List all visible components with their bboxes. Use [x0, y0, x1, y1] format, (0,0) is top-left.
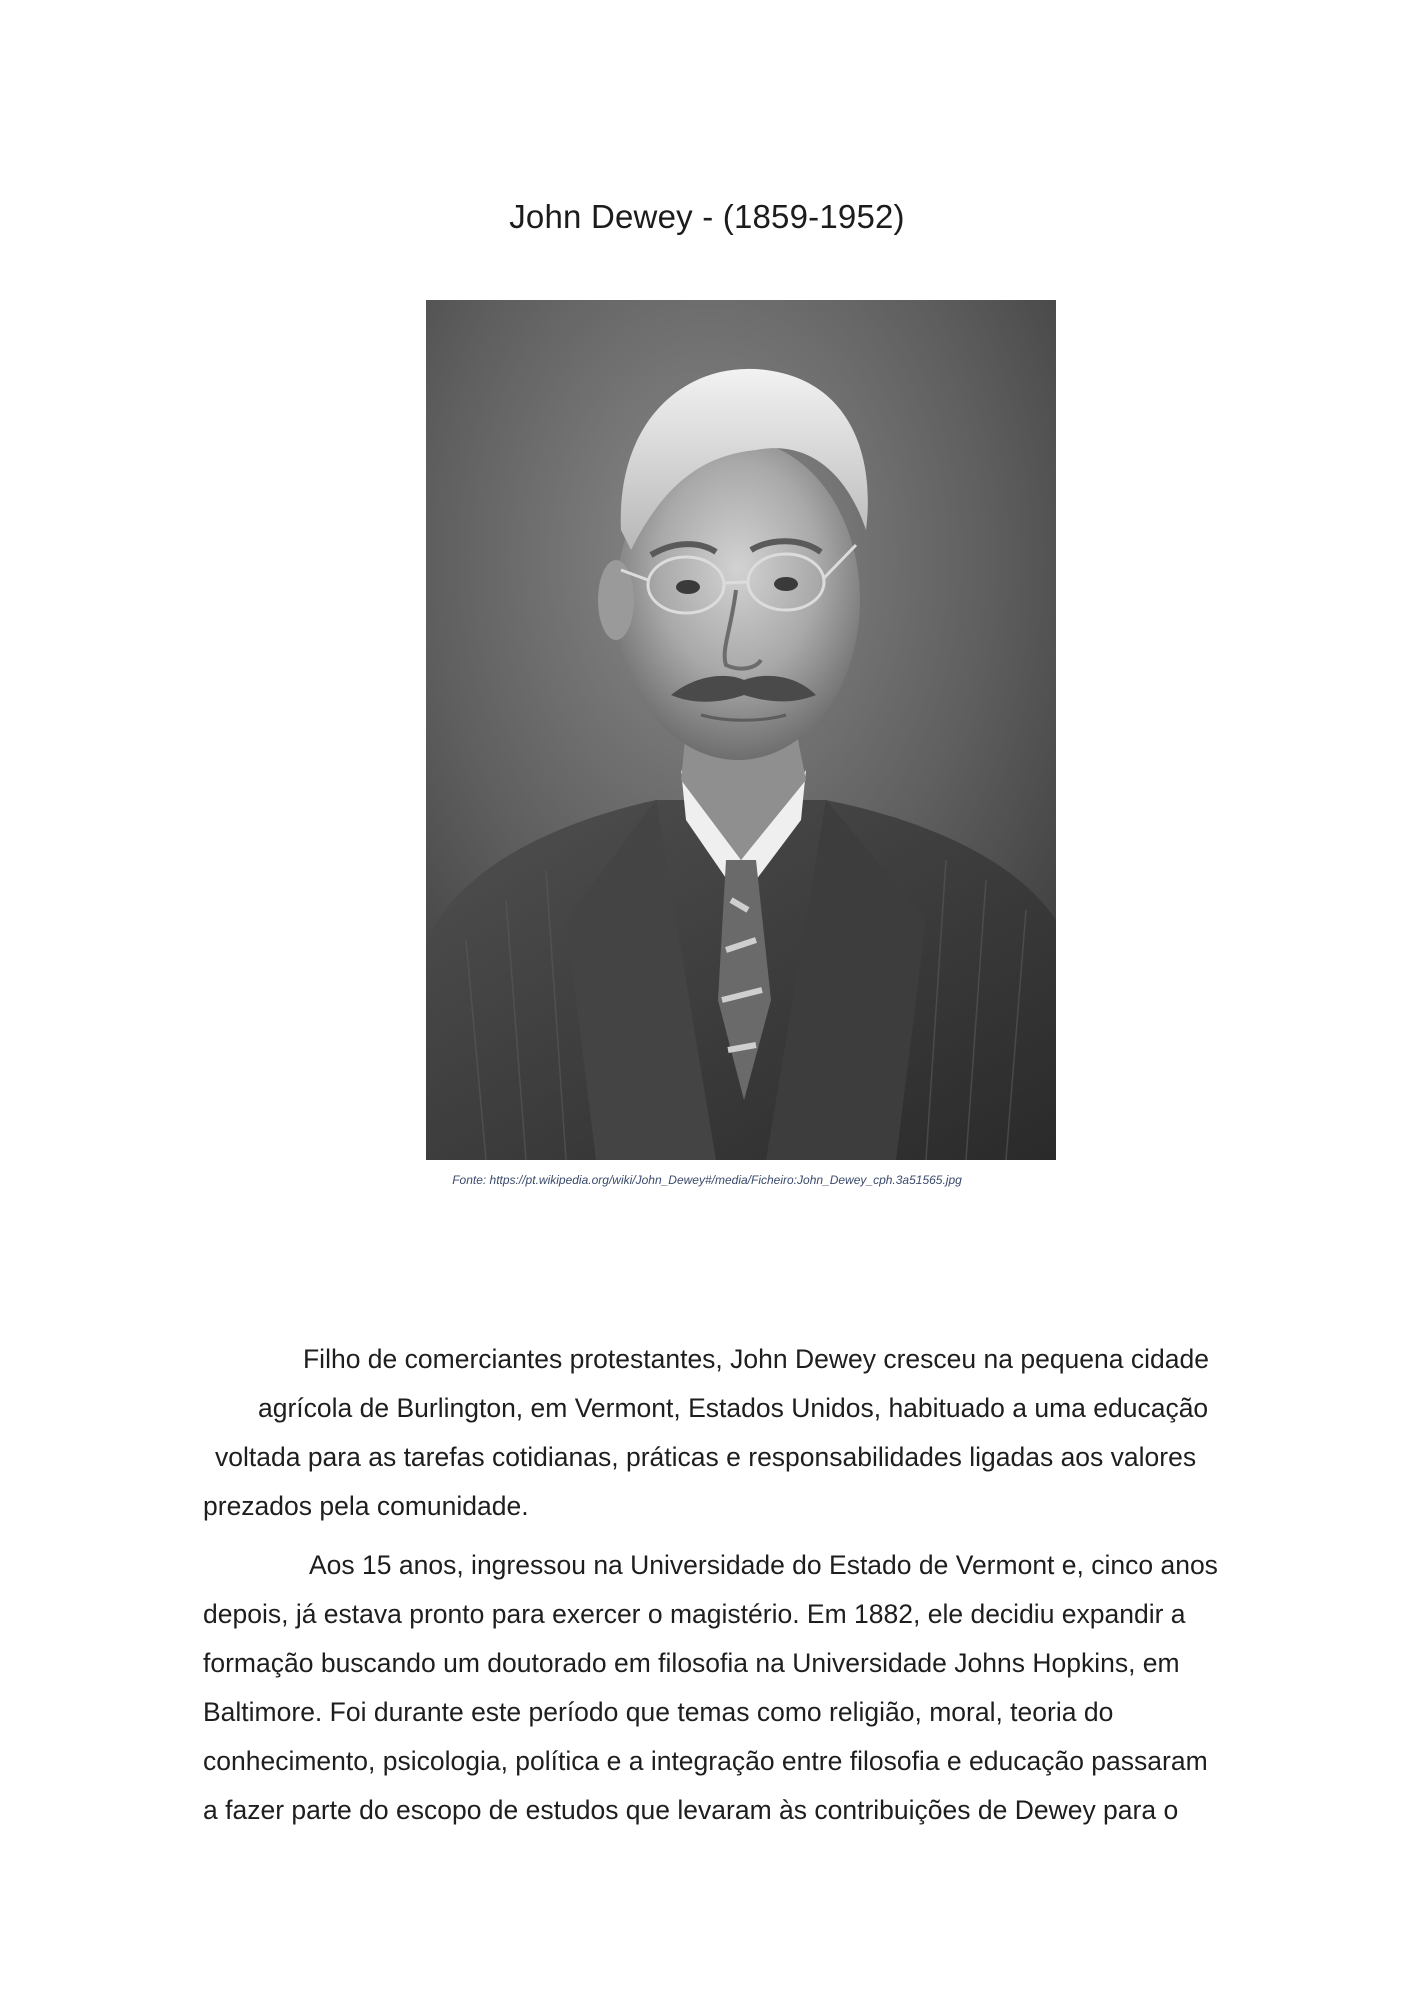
text-line: Filho de comerciantes protestantes, John Dewey cresceu na pequena cidade — [303, 1344, 1209, 1374]
text-line: conhecimento, psicologia, política e a integração entre filosofia e educação passaram — [203, 1746, 1208, 1776]
text-line: prezados pela comunidade. — [203, 1491, 529, 1521]
text-line: agrícola de Burlington, em Vermont, Estados Unidos, habituado a uma educação — [258, 1393, 1209, 1423]
image-source-caption: Fonte: https://pt.wikipedia.org/wiki/John_Dewey#/media/Ficheiro:John_Dewey_cph.3a51565.jpg — [452, 1173, 962, 1187]
paragraph — [203, 1541, 1293, 1835]
portrait-photo — [426, 300, 1056, 1160]
text-line: voltada para as tarefas cotidianas, práticas e responsabilidades ligadas aos valores — [215, 1442, 1197, 1472]
text-line: Aos 15 anos, ingressou na Universidade do Estado de Vermont e, cinco anos — [309, 1550, 1218, 1580]
page-title: John Dewey - (1859-1952) — [509, 198, 905, 235]
text-line: Baltimore. Foi durante este período que temas como religião, moral, teoria do — [203, 1697, 1114, 1727]
text-line: a fazer parte do escopo de estudos que levaram às contribuições de Dewey para o — [203, 1795, 1179, 1825]
paragraph — [203, 1335, 1293, 1531]
body-text — [203, 1335, 1293, 1835]
text-line: formação buscando um doutorado em filosofia na Universidade Johns Hopkins, em — [203, 1648, 1180, 1678]
text-line: depois, já estava pronto para exercer o magistério. Em 1882, ele decidiu expandir a — [203, 1599, 1186, 1629]
